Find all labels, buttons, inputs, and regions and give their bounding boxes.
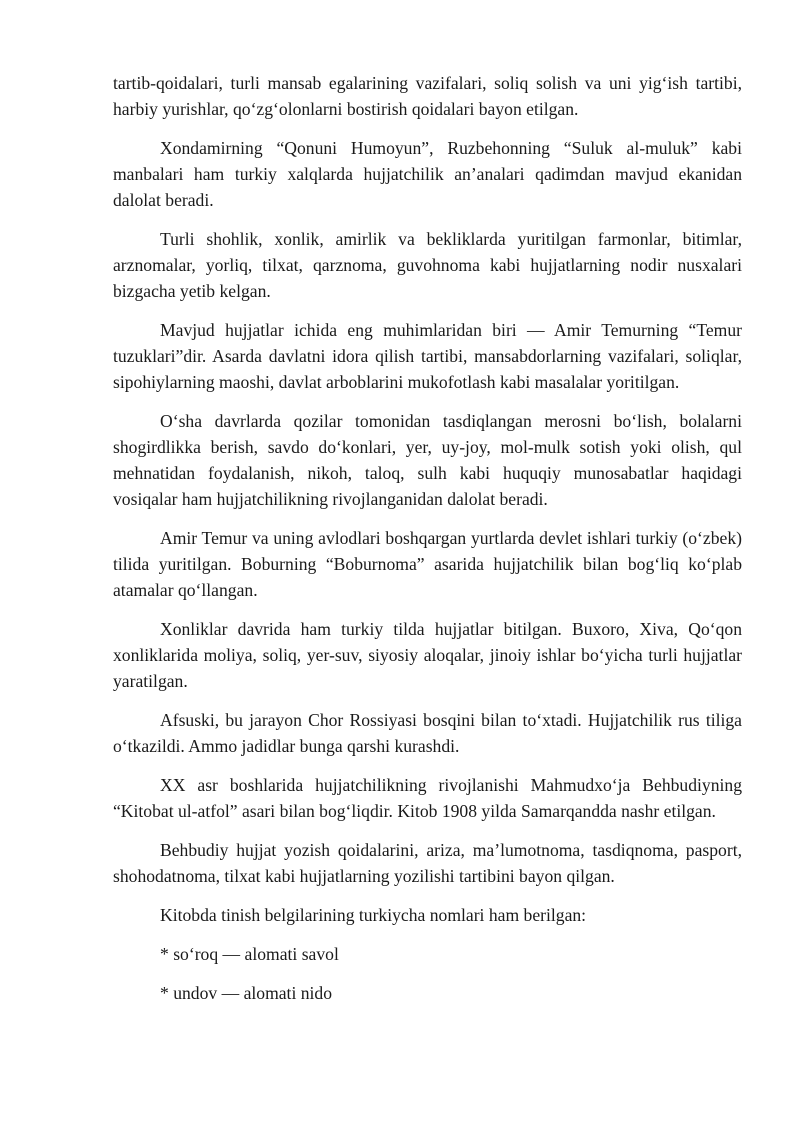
paragraph-vosiqalar: O‘sha davrlarda qozilar tomonidan tasdiqlangan merosni bo‘lish, bolalarni shogirdlikka berish, savdo do‘konlari, yer, uy-joy, mol-mulk sotish yoki olish, qul mehnatidan foydalanish, nikoh, taloq, sulh kabi huquqiy munosabatlar haqidagi vosiqalar ham hujjatchilikning rivojlanganidan dalolat beradi.	[113, 411, 742, 509]
paragraph-amir-temur-descendants: Amir Temur va uning avlodlari boshqargan yurtlarda devlet ishlari turkiy (o‘zbek) tilida yuritilgan. Boburning “Boburnoma” asarida hujjatchilik bilan bog‘liq ko‘plab atamalar qo‘llangan.	[113, 528, 742, 600]
list-item-question-mark: * so‘roq — alomati savol	[160, 944, 339, 964]
list-item-exclamation-mark: * undov — alomati nido	[160, 983, 333, 1003]
paragraph-behbudiy-book: XX asr boshlarida hujjatchilikning rivojlanishi Mahmudxo‘ja Behbudiyning “Kitobat ul-atfol” asari bilan bog‘liqdir. Kitob 1908 yilda Samarqandda nashr etilgan.	[113, 775, 742, 821]
paragraph-documents-list: Turli shohlik, xonlik, amirlik va bekliklarda yuritilgan farmonlar, bitimlar, arznomalar, yorliq, tilxat, qarznoma, guvohnoma kabi hujjatlarning nodir nusxalari bizgacha yetib kelgan.	[113, 229, 742, 301]
paragraph-punctuation-intro: Kitobda tinish belgilarining turkiycha nomlari ham berilgan:	[160, 905, 587, 925]
paragraph-xondamir-sources: Xondamirning “Qonuni Humoyun”, Ruzbehonning “Suluk al-muluk” kabi manbalari ham turkiy xalqlarda hujjatchilik an’analari qadimdan mavjud ekanidan dalolat beradi.	[113, 138, 742, 210]
paragraph-behbudiy-rules: Behbudiy hujjat yozish qoidalarini, ariza, ma’lumotnoma, tasdiqnoma, pasport, shohodatnoma, tilxat kabi hujjatlarning yozilishi tartibini bayon qilgan.	[113, 840, 742, 886]
paragraph-russian-invasion: Afsuski, bu jarayon Chor Rossiyasi bosqini bilan to‘xtadi. Hujjatchilik rus tiliga o‘tkazildi. Ammo jadidlar bunga qarshi kurashdi.	[113, 710, 742, 756]
document-body	[113, 70, 742, 1019]
paragraph-continuation: tartib-qoidalari, turli mansab egalarining vazifalari, soliq solish va uni yig‘ish tartibi, harbiy yurishlar, qo‘zg‘olonlarni bostirish qoidalari bayon etilgan.	[113, 73, 742, 119]
paragraph-temur-tuzuklari: Mavjud hujjatlar ichida eng muhimlaridan biri — Amir Temurning “Temur tuzuklari”dir. Asarda davlatni idora qilish tartibi, mansabdorlarning vazifalari, soliqlar, sipohiylarning maoshi, davlat arboblarini mukofotlash kabi masalalar yoritilgan.	[113, 320, 742, 392]
paragraph-khanates: Xonliklar davrida ham turkiy tilda hujjatlar bitilgan. Buxoro, Xiva, Qo‘qon xonliklarida moliya, soliq, yer-suv, siyosiy aloqalar, jinoiy ishlar bo‘yicha turli hujjatlar yaratilgan.	[113, 619, 742, 691]
